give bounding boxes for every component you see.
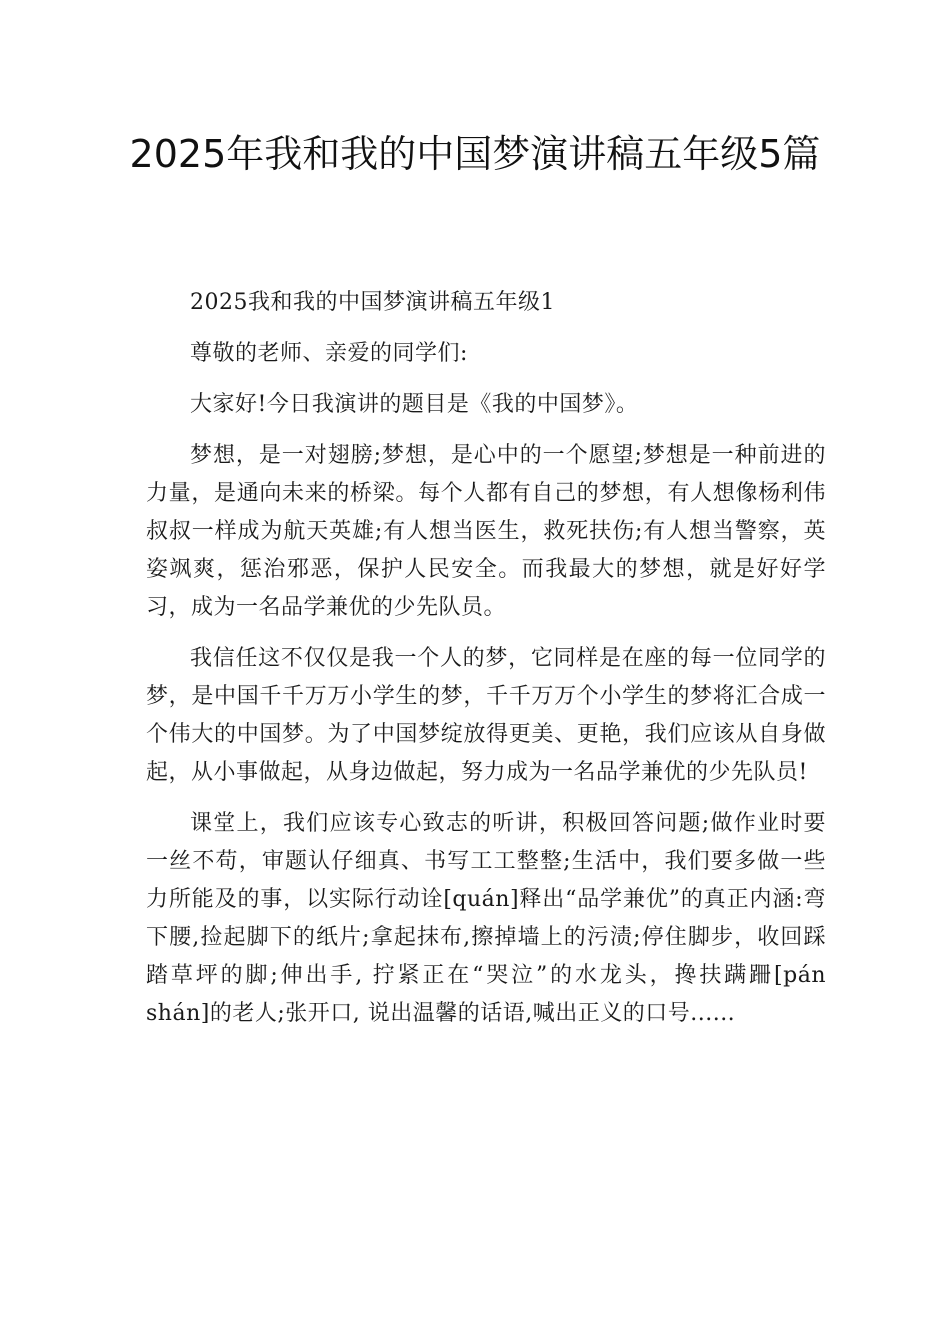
- body-paragraph: 我信任这不仅仅是我一个人的梦，它同样是在座的每一位同学的梦，是中国千千万万小学生的梦，千千万万个小学生的梦将汇合成一个伟大的中国梦。为了中国梦绽放得更美、更艳，我们应该从自身做起，从小事做起，从身边做起，努力成为一名品学兼优的少先队员!: [146, 646, 826, 785]
- document-body: [146, 284, 826, 1046]
- salutation: 尊敬的老师、亲爱的同学们:: [190, 341, 468, 366]
- document-title: 2025年我和我的中国梦演讲稿五年级5篇: [129, 132, 821, 176]
- body-paragraph: 梦想，是一对翅膀;梦想，是心中的一个愿望;梦想是一种前进的力量，是通向未来的桥梁。每个人都有自己的梦想，有人想像杨利伟叔叔一样成为航天英雄;有人想当医生，救死扶伤;有人想当警察，英姿飒爽，惩治邪恶，保护人民安全。而我最大的梦想，就是好好学习，成为一名品学兼优的少先队员。: [146, 443, 826, 620]
- speech-heading: 2025我和我的中国梦演讲稿五年级1: [190, 290, 555, 315]
- body-paragraph: 课堂上，我们应该专心致志的听讲，积极回答问题;做作业时要一丝不苟，审题认仔细真、书写工工整整;生活中，我们要多做一些力所能及的事，以实际行动诠[quán]释出“品学兼优”的真正内涵:弯下腰,捡起脚下的纸片;拿起抹布,擦掉墙上的污渍;停住脚步，收回踩踏草坪的脚;伸出手, 拧紧正在“哭泣”的水龙头，搀扶蹒跚[pán shán]的老人;张开口, 说出温馨的话语,喊出正义的口号......: [146, 811, 826, 1026]
- greeting-paragraph: 大家好!今日我演讲的题目是《我的中国梦》。: [190, 392, 639, 417]
